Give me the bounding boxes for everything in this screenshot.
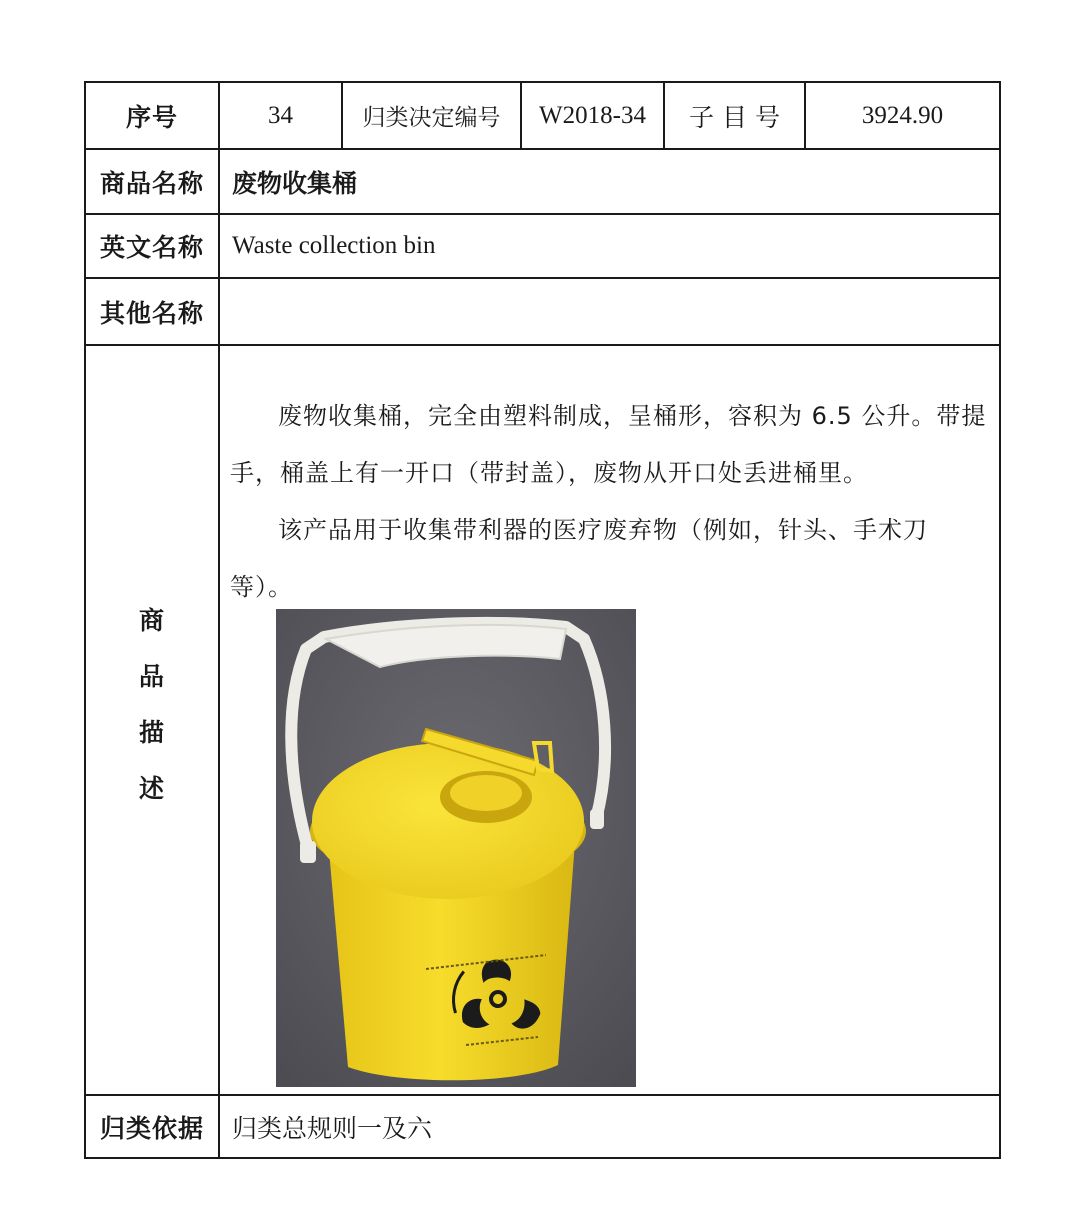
subheading-label: 子 目 号	[689, 102, 780, 132]
description-label-char: 品	[138, 662, 164, 691]
basis-label: 归类依据	[99, 1113, 204, 1143]
description-paragraph: 废物收集桶，完全由塑料制成，呈桶形，容积为 6.5 公升。带提手，桶盖上有一开口（带封盖），废物从开口处丢进桶里。	[230, 402, 987, 487]
basis-value: 归类总规则一及六	[232, 1113, 433, 1143]
other-name-label: 其他名称	[99, 298, 204, 328]
table-border-bottom	[84, 1157, 1001, 1159]
product-name-value: 废物收集桶	[232, 168, 358, 198]
bin-lid	[312, 743, 584, 899]
subheading-value: 3924.90	[861, 101, 944, 129]
english-name-value: Waste collection bin	[232, 232, 436, 259]
description-text	[230, 388, 990, 616]
product-photo	[276, 609, 636, 1087]
row-divider	[84, 344, 1001, 346]
english-name-label: 英文名称	[99, 233, 204, 262]
decision-number-value: W2018-34	[539, 101, 646, 129]
product-name-label: 商品名称	[99, 168, 204, 198]
description-paragraph: 该产品用于收集带利器的医疗废弃物（例如，针头、手术刀等）。	[230, 516, 928, 601]
description-label	[84, 601, 219, 825]
table-border-right	[999, 81, 1001, 1159]
other-name-value	[220, 279, 999, 344]
seq-value: 34	[268, 101, 293, 129]
seq-label: 序号	[125, 102, 178, 132]
description-label-char: 描	[138, 718, 164, 747]
description-label-char: 商	[138, 606, 164, 635]
description-label-char: 述	[138, 774, 164, 803]
classification-table	[84, 81, 1001, 1159]
decision-number-label: 归类决定编号	[362, 105, 501, 131]
